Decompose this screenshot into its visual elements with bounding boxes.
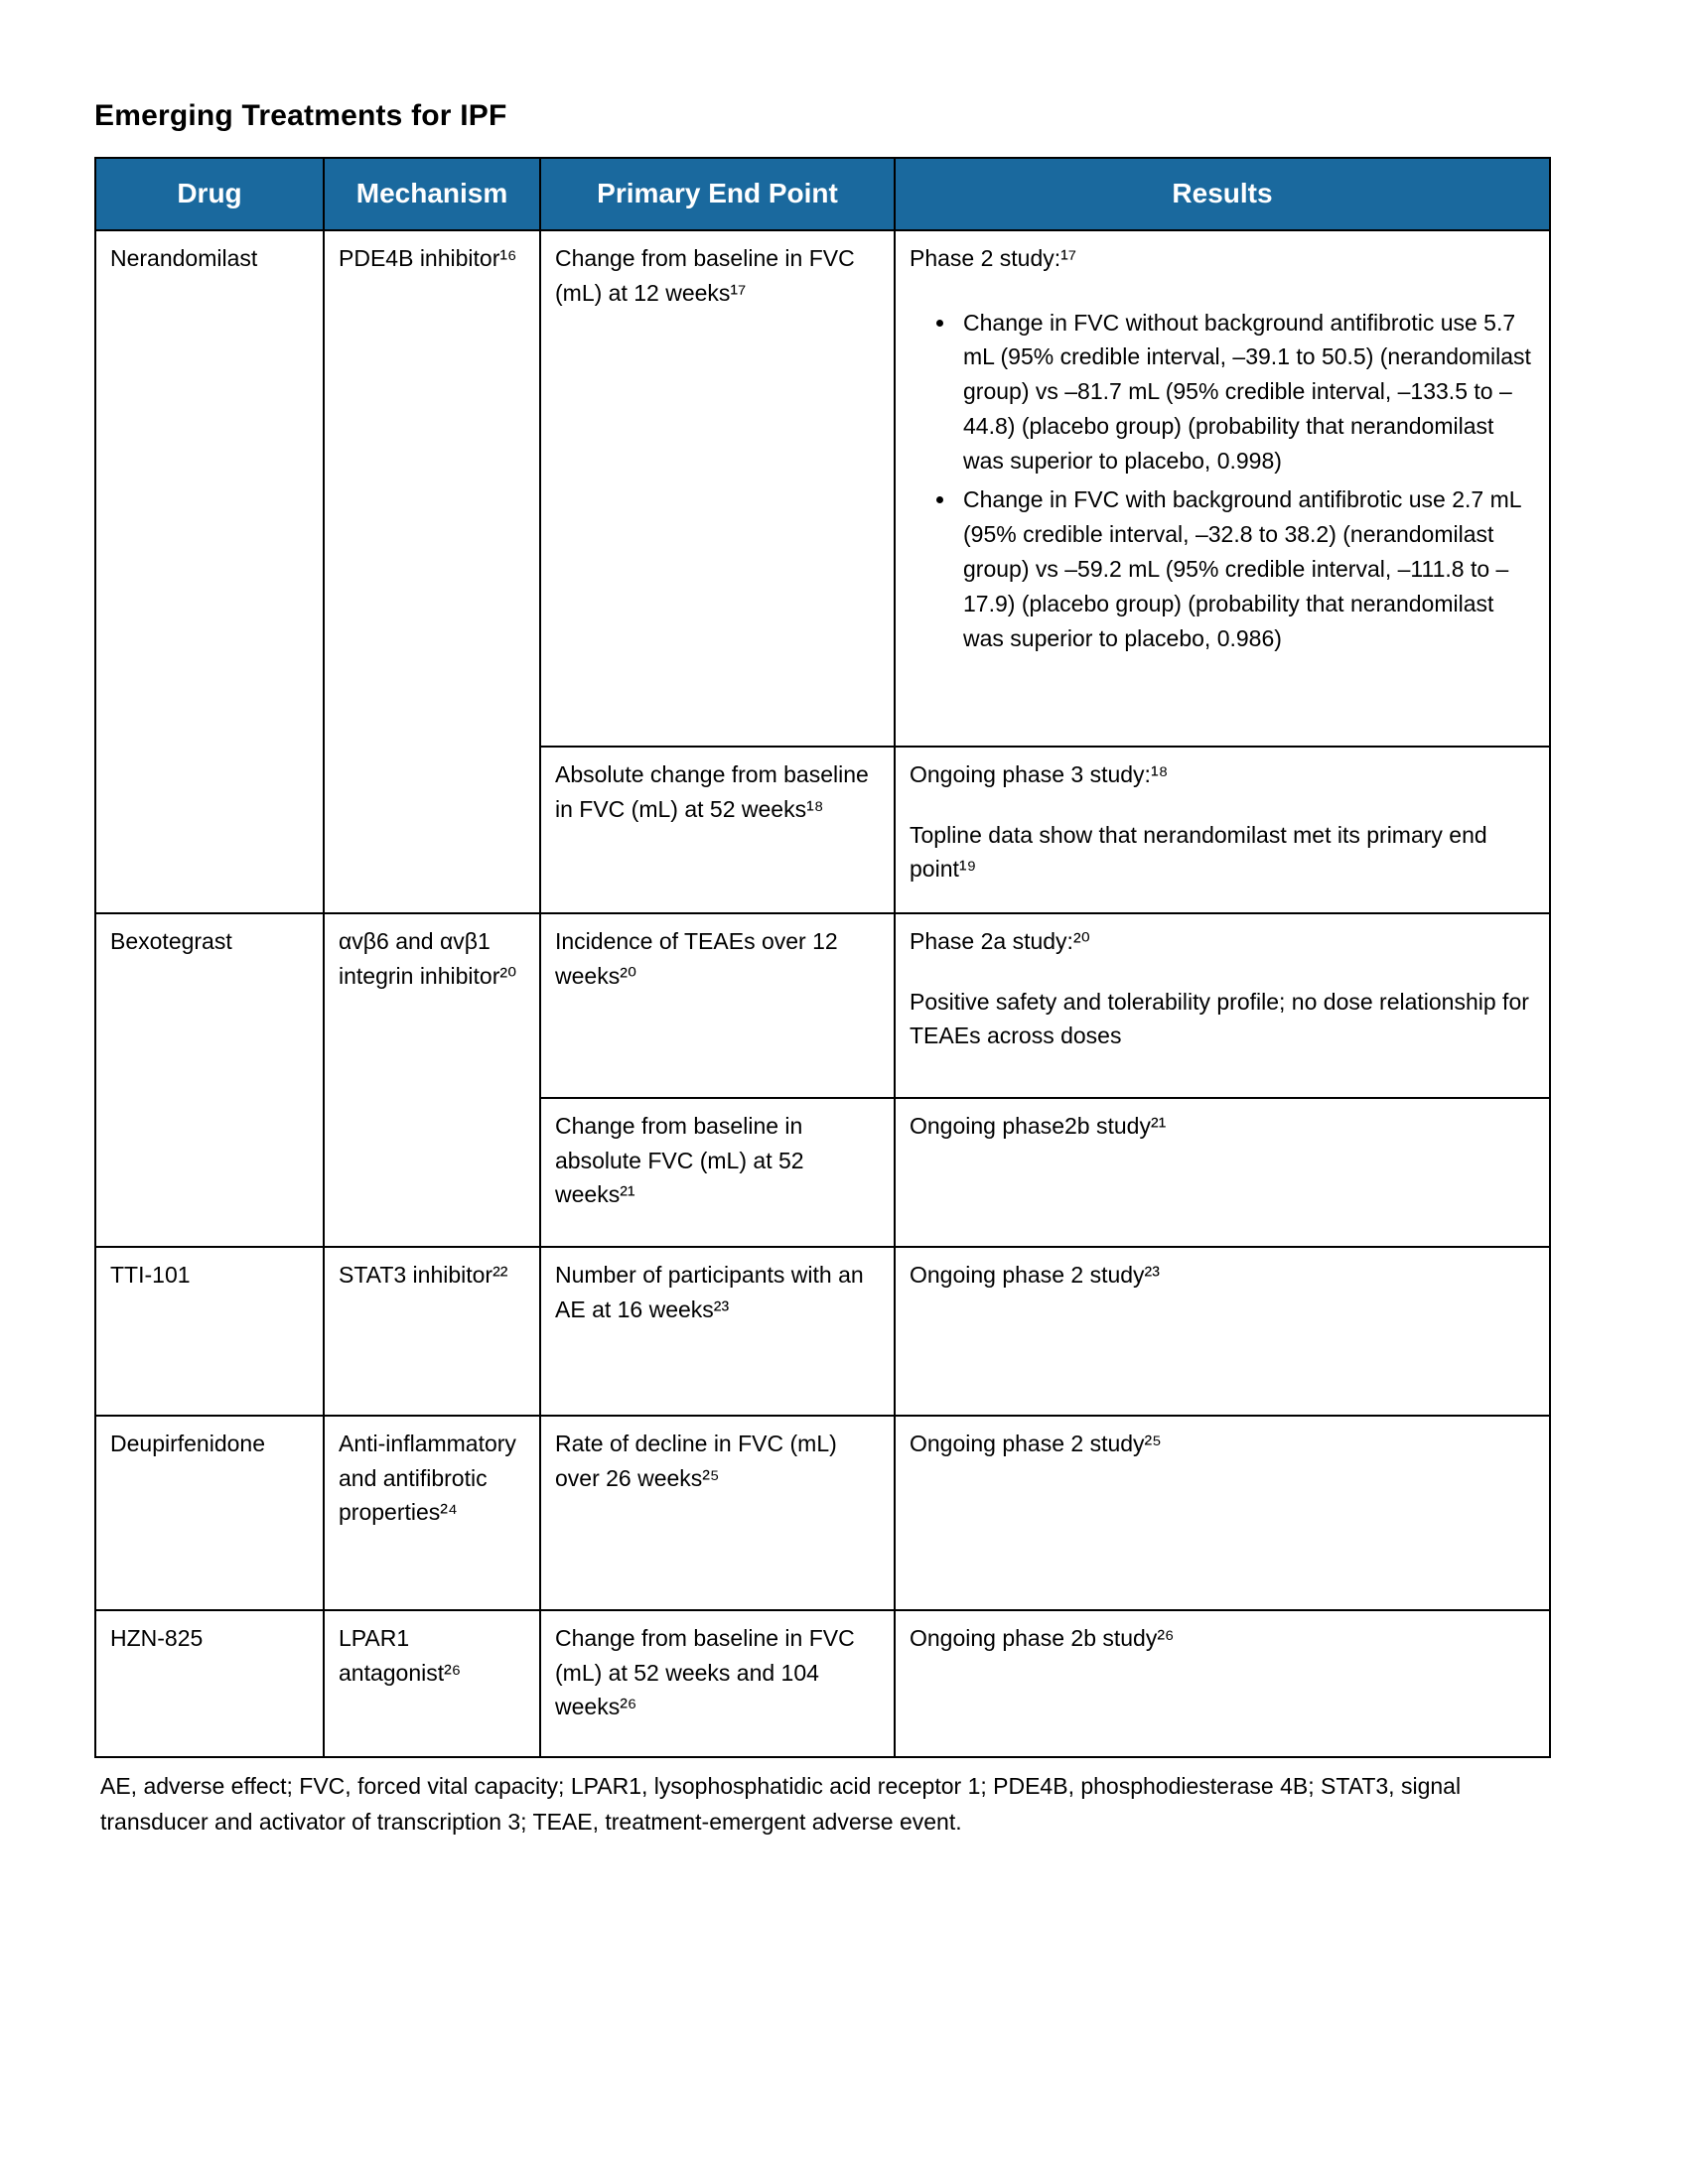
endpoint-cell: Change from baseline in FVC (mL) at 52 weeks and 104 weeks²⁶ (540, 1610, 895, 1757)
abbreviations-note: AE, adverse effect; FVC, forced vital capacity; LPAR1, lysophosphatidic acid receptor 1; PDE4B, phosphodiesterase 4B; STAT3, signal transducer and activator of transcription 3; TEAE, treatment-emergent adverse event. (100, 1772, 1462, 1836)
mechanism-cell: PDE4B inhibitor¹⁶ (324, 230, 540, 913)
mechanism-cell: LPAR1 antagonist²⁶ (324, 1610, 540, 1757)
results-cell (895, 230, 1550, 747)
treatments-table (94, 157, 1551, 1758)
table-row (95, 1416, 1550, 1610)
header-mechanism: Mechanism (324, 158, 540, 230)
result-body: Topline data show that nerandomilast met its primary end point¹⁹ (910, 821, 1487, 883)
drug-cell: Deupirfenidone (95, 1416, 324, 1610)
table-row (95, 913, 1550, 1098)
endpoint-cell: Change from baseline in absolute FVC (mL) at 52 weeks²¹ (540, 1098, 895, 1247)
endpoint-cell: Incidence of TEAEs over 12 weeks²⁰ (540, 913, 895, 1098)
result-bullet-list (910, 306, 1535, 657)
table-header (95, 158, 1550, 230)
endpoint-cell: Change from baseline in FVC (mL) at 12 weeks¹⁷ (540, 230, 895, 747)
result-body: Positive safety and tolerability profile; no dose relationship for TEAEs across doses (910, 988, 1529, 1049)
results-cell (895, 1610, 1550, 1757)
page-title: Emerging Treatments for IPF (94, 99, 507, 132)
table-row (95, 1610, 1550, 1757)
drug-cell: TTI-101 (95, 1247, 324, 1416)
header-results: Results (895, 158, 1550, 230)
header-drug: Drug (95, 158, 324, 230)
endpoint-cell: Rate of decline in FVC (mL) over 26 weeks²⁵ (540, 1416, 895, 1610)
header-primary-end-point: Primary End Point (540, 158, 895, 230)
results-cell (895, 913, 1550, 1098)
endpoint-cell: Number of participants with an AE at 16 weeks²³ (540, 1247, 895, 1416)
table-row (95, 1247, 1550, 1416)
result-title: Ongoing phase 2b study²⁶ (910, 1624, 1175, 1651)
drug-cell: Bexotegrast (95, 913, 324, 1247)
endpoint-cell: Absolute change from baseline in FVC (mL) at 52 weeks¹⁸ (540, 747, 895, 913)
table-row (95, 230, 1550, 747)
header-row (95, 158, 1550, 230)
mechanism-cell: STAT3 inhibitor²² (324, 1247, 540, 1416)
drug-cell: Nerandomilast (95, 230, 324, 913)
results-cell (895, 1416, 1550, 1610)
mechanism-cell: Anti-inflammatory and antifibrotic properties²⁴ (324, 1416, 540, 1610)
result-title: Ongoing phase 3 study:¹⁸ (910, 760, 1169, 787)
result-bullet: • Change in FVC without background antifibrotic use 5.7 mL (95% credible interval, –39.1 to 50.5) (nerandomilast group) vs –81.7 mL (95% credible interval, –133.5 to –44.8) (placebo group) (probability that nerandomilast was superior to placebo, 0.998) (957, 306, 1535, 479)
results-cell (895, 747, 1550, 913)
result-title: Phase 2a study:²⁰ (910, 927, 1090, 954)
drug-cell: HZN-825 (95, 1610, 324, 1757)
result-title: Ongoing phase 2 study²³ (910, 1261, 1160, 1288)
mechanism-cell: αvβ6 and αvβ1 integrin inhibitor²⁰ (324, 913, 540, 1247)
results-cell (895, 1098, 1550, 1247)
result-title: Ongoing phase 2 study²⁵ (910, 1430, 1162, 1456)
result-title: Ongoing phase2b study²¹ (910, 1112, 1167, 1139)
result-title: Phase 2 study:¹⁷ (910, 244, 1077, 271)
result-bullet: • Change in FVC with background antifibrotic use 2.7 mL (95% credible interval, –32.8 to 38.2) (nerandomilast group) vs –59.2 mL (95% credible interval, –111.8 to –17.9) (placebo group) (probability that nerandomilast was superior to placebo, 0.986) (957, 482, 1535, 656)
results-cell (895, 1247, 1550, 1416)
